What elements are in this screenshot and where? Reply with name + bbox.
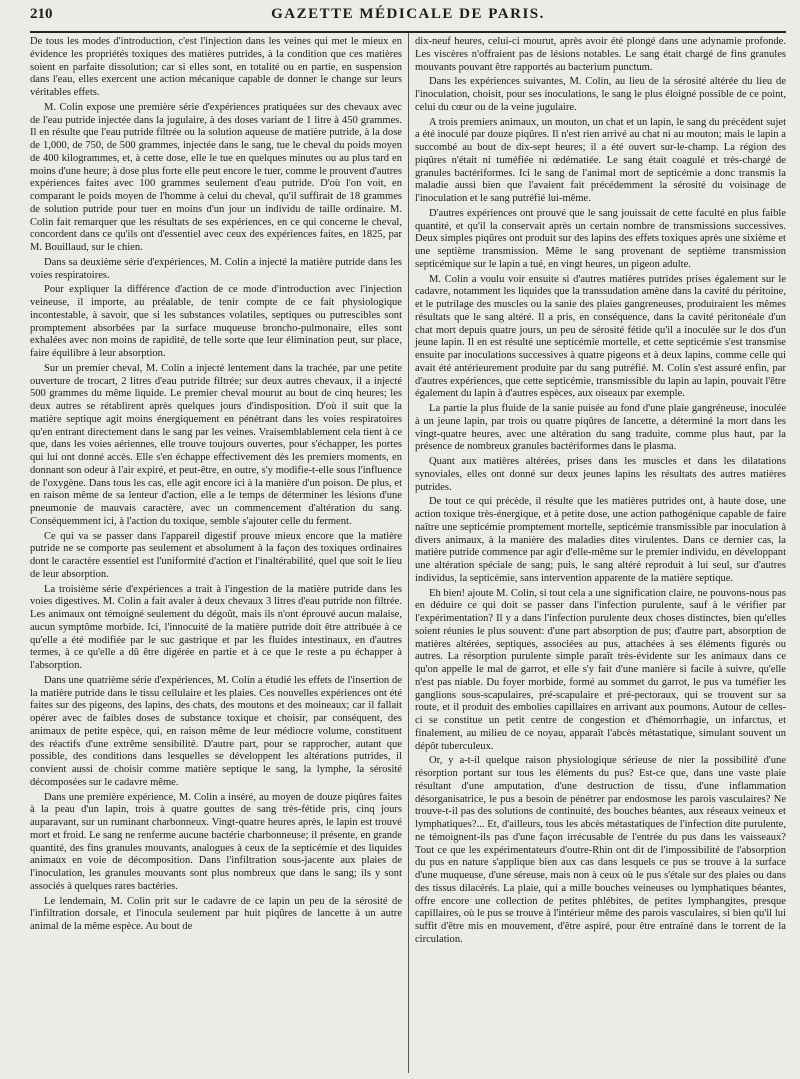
paragraph: D'autres expériences ont prouvé que le sang jouissait de cette faculté en plus faible quantité, et qu'il la conservait après un certain nombre de transmissions successives. Deux simples piqûres ont produit sur des lapins des effets toxiques après une sixième et une septième transmission. Même le sang provenant de septième transmission septicémique sur le lapin a tué, en vingt heures, un pigeon adulte.: [415, 207, 786, 270]
paragraph: Quant aux matières altérées, prises dans les muscles et dans les dilatations synoviales, elles ont donné sur deux jeunes lapins les résultats des autres matières putrides.: [415, 456, 786, 493]
paragraph: De tout ce qui précède, il résulte que les matières putrides ont, à haute dose, une action toxique très-énergique, et à petite dose, une action pathogénique capable de faire naître une septicémie promptement mortelle, septicémie transmissible par inoculation à divers animaux, à la manière des maladies dites virulentes. Dans ce dernier cas, la matière putride commence par agir d'elle-même sur le premier individu, en développant une altération spéciale de sang; puis, le sang altéré reproduit à lui seul, sur d'autres individus, la septicémie, sans intervention apparente de la matière septique.: [415, 496, 786, 584]
paragraph: A trois premiers animaux, un mouton, un chat et un lapin, le sang du précédent sujet a été inoculé par douze piqûres. Il n'est rien arrivé au chat ni au mouton; mais le lapin a succombé au bout de dix-sept heures; il a été ouvert sur-le-champ. La région des piqûres n'était ni tuméfiée ni œdématiée. Le sang était coagulé et très-chargé de granules bactériformes. Ici le sang de l'animal mort de septicémie a donc transmis la maladie aussi bien que l'avaient fait précédemment la sérosité du voisinage de l'inoculation et le sang putréfié lui-même.: [415, 116, 786, 204]
paragraph: De tous les modes d'introduction, c'est l'injection dans les veines qui met le mieux en évidence les propriétés toxiques des matières putrides, à la condition que ces matières soient en parfaite dissolution; car si elles sont, en totalité ou en partie, en suspension dans l'eau, elles exercent une action mécanique capable de donner le change sur leurs véritables effets.: [30, 36, 402, 98]
paragraph: Pour expliquer la différence d'action de ce mode d'introduction avec l'injection veineuse, il importe, au préalable, de tenir compte de ce fait physiologique incontestable, à savoir, que si les substances volatiles, septiques ou putrescibles sont promptement absorbées par la surface muqueuse broncho-pulmonaire, elles sont exhalées avec non moins de rapidité, de telle sorte que leur élimination peut, sur place, faire équilibre à leur absorption.: [30, 284, 402, 359]
page-header: [30, 6, 786, 28]
paragraph: M. Colin a voulu voir ensuite si d'autres matières putrides prises également sur le cadavre, notamment les liquides que la transsudation amène dans la cavité du péritoine, et le putrilage des muscles ou la sanie des plaies gangreneuses, produiraient les mêmes résultats que le sang altéré. Il a pris, en conséquence, dans la cavité péritonéale d'un chat mort depuis quatre jours, un peu de sérosité fétide qu'il a inoculée sur le dos d'un jeune lapin. Il en est résulté une septicémie mortelle, et cette septicémie s'est transmise ensuite par inoculations successives à quatre pigeons et à deux lapins, comme celle qui avait été antérieurement produite par du sang putréfié. M. Colin s'est assuré enfin, par d'autres expériences, que cette septicémie, transmissible du lapin au lapin, pouvait l'être également du lapin à d'autres espèces, aux oiseaux par exemple.: [415, 273, 786, 400]
paragraph: Ce qui va se passer dans l'appareil digestif prouve mieux encore que la matière putride ne se comporte pas seulement et absolument à la façon des toxiques ordinaires dont le caractère essentiel est l'uniformité d'action et l'inaltérabilité, quel que soit le lieu de leur absorption.: [30, 530, 402, 580]
right-column: [408, 33, 786, 1073]
paragraph: Or, y a-t-il quelque raison physiologique sérieuse de nier la possibilité d'une résorption portant sur tous les éléments du pus? Est-ce que, dans une vaste plaie résultant d'une amputation, d'une destruction de tissu, d'une inflammation désorganisatrice, le pus a besoin de pénétrer par endosmose les parois vasculaires? Ne trouve-t-il pas des solutions de continuité, des bouches béantes, aux réseaux veineux et lymphatiques?... Et, d'ailleurs, tous les abcès métastatiques de l'infection dite purulente, ne témoignent-ils pas d'une façon irrécusable de l'entrée du pus dans les vaisseaux? Tout ce que les expérimentateurs d'outre-Rhin ont dit de l'impossibilité de l'absorption du pus en nature s'applique bien aux cas dans lesquels ce pus se trouve à la surface d'une muqueuse, d'une séreuse, mais non à ceux où le pus s'étale sur des plaies ou dans des tissus dilacérés. La plaie, qui a mille bouches veineuses ou lymphatiques béantes, offre encore une collection de petites phlébites, de petites lymphangites, presque capillaires, où le pus se trouve à l'intérieur même des parois vasculaires, si bien qu'il lui suffit d'être mis en mouvement, d'être aspiré, pour être entraîné dans le torrent de la circulation.: [415, 755, 786, 945]
paragraph: La partie la plus fluide de la sanie puisée au fond d'une plaie gangréneuse, inoculée à un jeune lapin, par trois ou quatre piqûres de lancette, a déterminé la mort dans les vingt-quatre heures, avec une altération du sang traduite, comme plus haut, par la présence de nombreux granules bactériformes dans le plasma.: [415, 403, 786, 453]
paragraph: M. Colin expose une première série d'expériences pratiquées sur des chevaux avec de l'eau putride injectée dans la jugulaire, à des doses variant de 1 litre à 450 grammes. Il en résulte que l'eau putride filtrée ou la solution aqueuse de matière putride, à la dose de 1,000, de 750, de 500 grammes, injectée dans le sang, tue le cheval du poids moyen de 400 kilogrammes, et, à cette dose, elle le tue en quelques minutes ou au plus tard en moins d'une heure; à dose plus forte elle peut encore le tuer, comme le prouvent d'autres expériences faites avec 100 grammes seulement d'eau putride. D'où l'on voit, en comparant le poids moyen de l'homme à celui du cheval, qu'il suffirait de 18 grammes de solution putride pour tuer en moins d'un jour un individu de taille ordinaire. M. Colin fait remarquer que les résultats de ses expériences, en ce qui concerne le cheval, concordent dans ce qu'ils ont d'essentiel avec ceux des expériences faites, en 1825, par M. Bouillaud, sur le chien.: [30, 101, 402, 253]
left-column: [30, 33, 408, 1073]
paragraph: Sur un premier cheval, M. Colin a injecté lentement dans la trachée, par une petite ouverture de trocart, 2 litres d'eau putride filtrée; sur deux autres chevaux, il a injecté 500 grammes du même liquide. Le premier cheval mourut au bout de cinq heures; les deux autres se rétablirent après quelques jours d'indisposition. D'où il suit que la matière septique agit moins énergiquement en pénétrant dans les voies respiratoires qu'en entrant directement dans le sang par les veines. Vraisemblablement cela tient à ce que, dans les voies aériennes, elle trouve toujours ouvertes, pour s'échapper, les portes qui lui ont donné accès. Elle s'en échappe effectivement dès les premiers moments, en donnant son odeur à l'air expiré, et peut-être, en outre, s'y modifie-t-elle sous l'influence de l'oxygène. Dans tous les cas, elle agit encore ici à la manière d'un poison. De plus, et en raison même de sa lenteur d'action, elle a le temps de déterminer les lésions d'une pneumonie de mauvais caractère, avec un commencement d'altération du sang. Conséquemment ici, à l'action du toxique, semble s'ajouter celle du ferment.: [30, 362, 402, 527]
paragraph: Dans les expériences suivantes, M. Colin, au lieu de la sérosité altérée du lieu de l'inoculation, choisit, pour ses inoculations, le sang le plus éloigné possible de ce point, celui du cœur ou de la veine jugulaire.: [415, 76, 786, 113]
paragraph: Dans une quatrième série d'expériences, M. Colin a étudié les effets de l'insertion de la matière putride dans le tissu cellulaire et les plaies. Ces nouvelles expériences ont été faites sur des pigeons, des lapins, des chats, des moutons et des moineaux; car il fallait opérer avec de faibles doses de substance toxique et choisir, par conséquent, des animaux de petite espèce, qui, en raison même de leur médiocre volume, constituent des réactifs d'une extrême sensibilité. D'autre part, pour se rapprocher, autant que possible, des conditions dans lesquelles se développent les altérations putrides, il convient aussi de choisir comme matière septique le sang, la lymphe, la sérosité décomposées sur le cadavre même.: [30, 674, 402, 788]
paragraph: La troisième série d'expériences a trait à l'ingestion de la matière putride dans les voies digestives. M. Colin a fait avaler à deux chevaux 3 litres d'eau putride non filtrée. Les animaux ont témoigné seulement du dégoût, mais ils n'ont éprouvé aucun malaise, aucun symptôme morbide. Ici, l'innocuité de la matière putride doit être attribuée à ce qu'elle a été modifiée par le suc gastrique et par les fluides intestinaux, en d'autres termes, à ce qu'elle a dû être digérée en partie et à ce que le reste a pu échapper à l'absorption.: [30, 583, 402, 671]
paragraph: dix-neuf heures, celui-ci mourut, après avoir été plongé dans une adynamie profonde. Les viscères n'offraient pas de lésions notables. Le sang était chargé de fins granules mouvants pouvant être rapportés au bacterium punctum.: [415, 36, 786, 73]
text-columns: [30, 33, 786, 1073]
journal-title: GAZETTE MÉDICALE DE PARIS.: [271, 6, 545, 22]
page-number: 210: [30, 6, 53, 22]
paragraph: Dans sa deuxième série d'expériences, M. Colin a injecté la matière putride dans les voies respiratoires.: [30, 256, 402, 281]
paragraph: Eh bien! ajoute M. Colin, si tout cela a une signification claire, ne pouvons-nous pas en déduire ce qui doit se passer dans l'infection purulente, sauf à le vérifier par l'expérimentation? Il y a dans l'infection purulente deux choses distinctes, bien qu'elles soient réunies le plus souvent: d'une part absorption de pus; d'autre part, absorption de matières altérées, septiques, associées au pus, attachées à ses éléments figurés ou autres. La résorption purulente simple paraît très-évidente sur les animaux dans ce qu'on appelle le mal de garrot, et elle s'y fait d'une manière si facile à suivre, qu'elle n'est pas niable. Du foyer morbide, formé au sommet du garrot, le pus va tuméfier les ganglions sous-scapulaires, pré-scapulaire et pré-pectoraux, qui se trouvent sur sa route, et il produit des embolies capillaires en arrivant aux poumons. Autour de celles-ci se constitue un petit centre de congestion et d'hémorrhagie, un infarctus, et finalement, au milieu de ce noyau, apparaît l'abcès métastatique, simulant souvent un dépôt tuberculeux.: [415, 587, 786, 752]
paragraph: Le lendemain, M. Colin prit sur le cadavre de ce lapin un peu de la sérosité de l'infiltration dorsale, et l'inocula seulement par huit piqûres de lancette à un autre animal de la même espèce. Au bout de: [30, 895, 402, 932]
paragraph: Dans une première expérience, M. Colin a inséré, au moyen de douze piqûres faites à la peau d'un lapin, trois à quatre gouttes de sang très-fétide pris, cinq jours auparavant, sur un ruminant charbonneux. Vingt-quatre heures après, le lapin est trouvé mort et froid. Le sang ne renferme aucune bactérie charbonneuse; il présente, en grande quantité, des fins granules mouvants, analogues à ceux de la septicémie et des liquides animaux en voie de décomposition. Dans l'infiltration sous-jacente aux plaies de l'inoculation, les granules mouvants sont plus nombreux que dans le sang; ils y sont associés à quelques rares bactéries.: [30, 791, 402, 892]
